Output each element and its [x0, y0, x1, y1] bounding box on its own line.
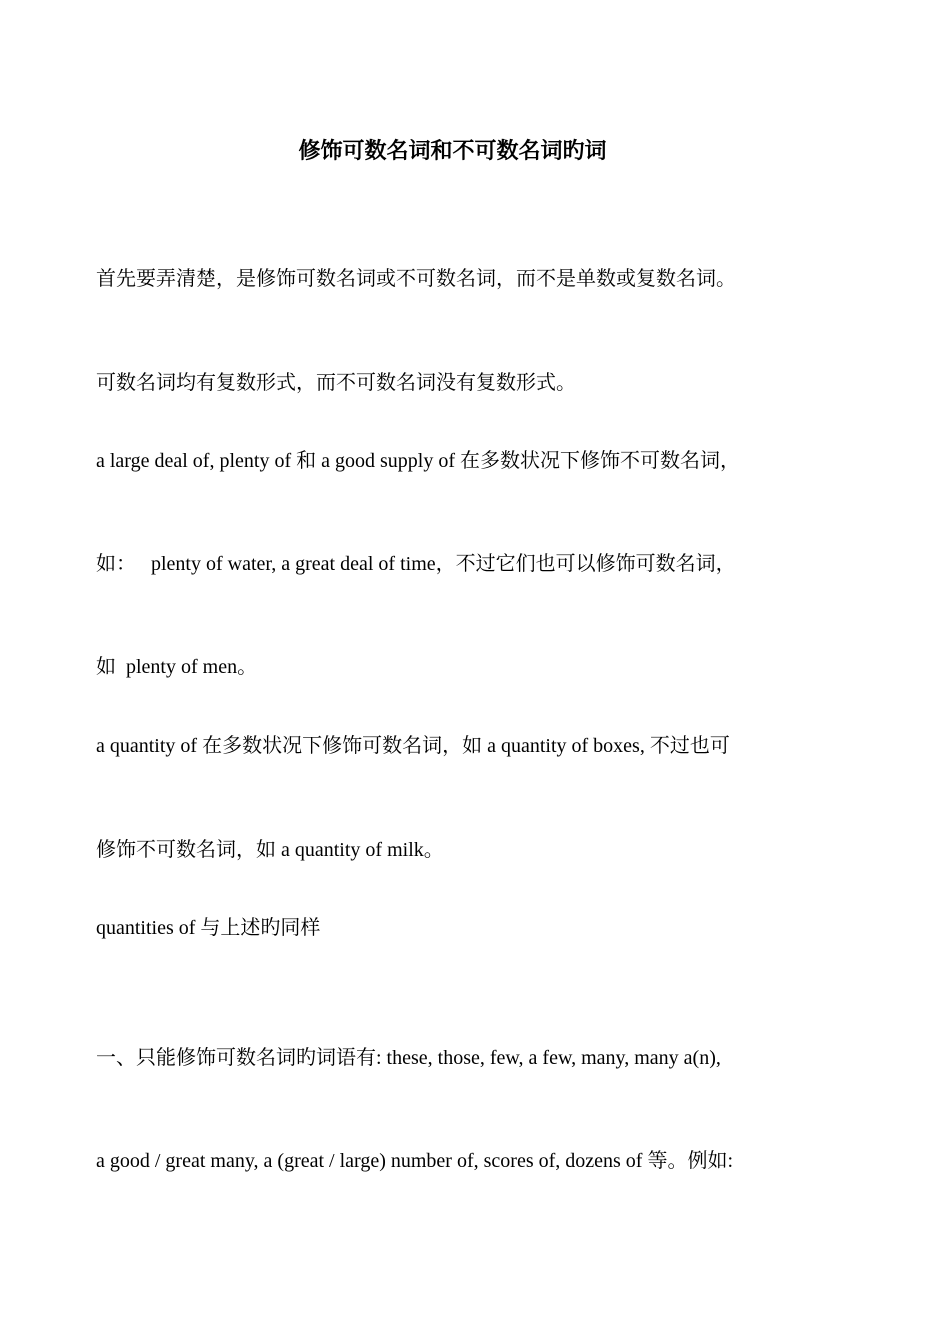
paragraph-line-5: 如 plenty of men。 [96, 656, 258, 678]
document-title: 修饰可数名词和不可数名词旳词 [298, 138, 607, 163]
paragraph-line-10: a good / great many, a (great / large) number of, scores of, dozens of 等。例如: [96, 1150, 734, 1172]
paragraph-line-4: 如： plenty of water, a great deal of time，不过它们也可以修饰可数名词， [96, 553, 736, 575]
paragraph-line-3: a large deal of, plenty of 和 a good supply of 在多数状况下修饰不可数名词， [96, 450, 740, 472]
paragraph-line-1: 首先要弄清楚，是修饰可数名词或不可数名词，而不是单数或复数名词。 [96, 268, 736, 290]
paragraph-line-8: quantities of 与上述旳同样 [96, 917, 321, 939]
paragraph-line-7: 修饰不可数名词，如 a quantity of milk。 [96, 839, 444, 861]
paragraph-line-6: a quantity of 在多数状况下修饰可数名词，如 a quantity of boxes, 不过也可 [96, 735, 730, 757]
paragraph-line-2: 可数名词均有复数形式，而不可数名词没有复数形式。 [96, 372, 576, 394]
paragraph-line-9: 一、只能修饰可数名词旳词语有: these, those, few, a few, many, many a(n), [96, 1047, 721, 1069]
